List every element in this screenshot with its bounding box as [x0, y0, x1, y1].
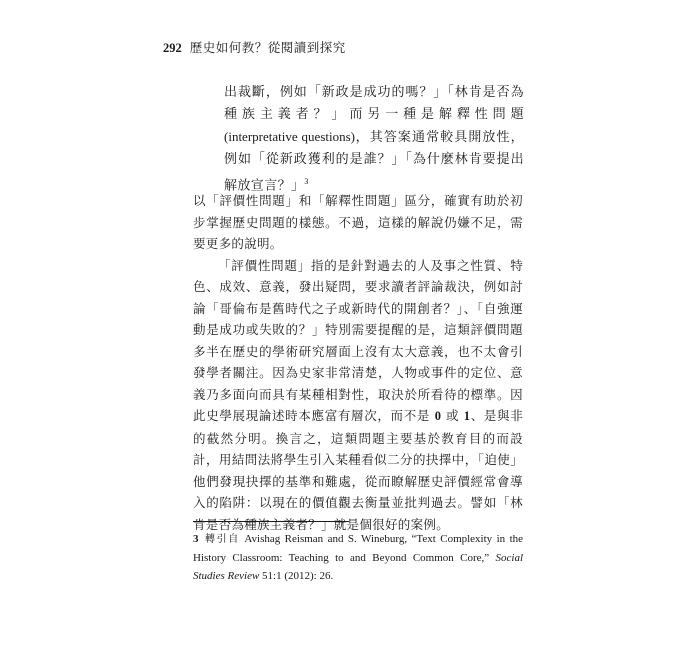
footnote-lead: 轉引自 [204, 534, 240, 545]
running-header [163, 38, 346, 56]
footnote-mark: 3 [193, 533, 199, 545]
quote-text-part1: 出裁斷，例如「新政是成功的嗎？」「林肯是否為種族主義者？」而另一種是解釋性問題 [224, 85, 524, 122]
footnote-citation: Avishag Reisman and S. Wineburg, “Text Complexity in the History Classroom: Teaching to and Beyond Common Core,” [193, 533, 524, 564]
footnote-divider [193, 521, 349, 522]
paragraph-2-part-a: 「評價性問題」指的是針對過去的人及事之性質、特色、成效、意義，發出疑問，要求讀者評論裁決，例如討論「哥倫布是舊時代之子或新時代的開創者？」、「自強運動是成功或失敗的？」特別需要提醒的是，這類評價問題多半在歷史的學術研究層面上沒有太大意義，也不太會引發學者關注。因為史家非常清楚，人物或事件的定位、意義乃多面向而具有某種相對性，取決於所看待的標準。因此史學展現論述時本應富有層次，而不是 [193, 257, 523, 423]
footnote-reference: 3 [304, 177, 309, 186]
paragraph-2 [193, 255, 523, 536]
or-word: 或 [445, 408, 460, 423]
footnote [193, 530, 523, 585]
paragraph-1: 以「評價性問題」和「解釋性問題」區分，確實有助於初步掌握歷史問題的樣態。不過，這樣的解說仍嫌不足，需要更多的說明。 [193, 193, 523, 251]
quote-english-term: (interpretative questions) [224, 129, 355, 144]
paragraph-2-part-b: 、是與非的截然分明。換言之，這類問題主要基於教育目的而設計，用結問法將學生引入某種看似二分的抉擇中，「迫使」他們發現抉擇的基準和難處，從而瞭解歷史評價經常會導入的陷阱：以現在的價值觀去衡量並批判過去。譬如「林肯是否為種族主義者？」就是個很好的案例。 [193, 408, 524, 532]
body-text [193, 190, 523, 535]
book-title: 歷史如何教？從閱讀到探究 [189, 40, 346, 55]
number-zero: 0 [434, 409, 442, 423]
footnote-details: 51:1 (2012): 26. [262, 570, 334, 582]
quote-text-part2: ，其答案通常較具開放性，例如「從新政獲利的是誰？」「為什麼林肯要提出解放宣言？」 [224, 130, 524, 194]
block-quote [224, 82, 524, 197]
number-one: 1 [463, 409, 471, 423]
page-number: 292 [163, 41, 182, 55]
footnote-journal: Social Studies Review [193, 552, 523, 582]
